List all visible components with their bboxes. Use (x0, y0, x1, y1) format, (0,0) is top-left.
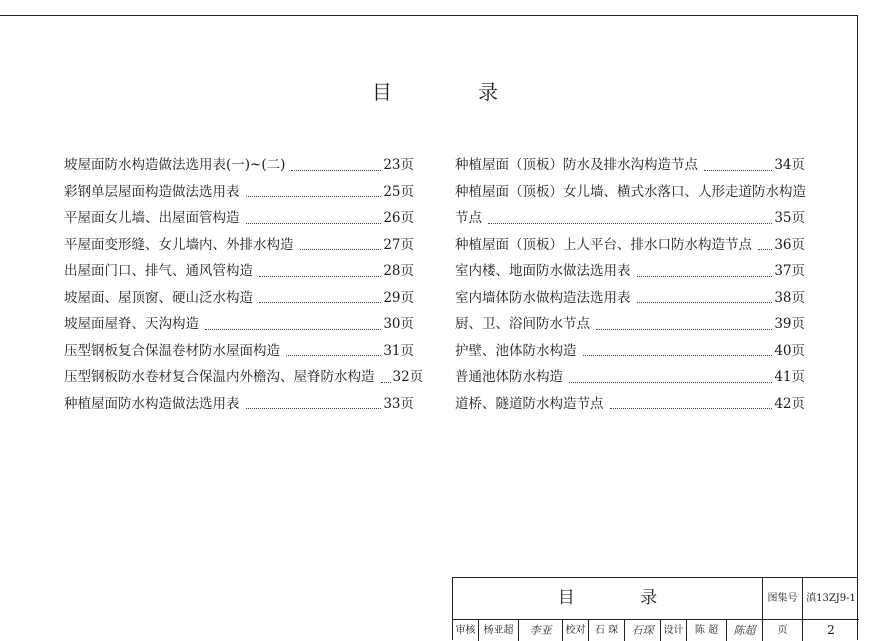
checker-signature: 石琛 (625, 620, 661, 641)
title-block-title: 目 录 (453, 578, 763, 619)
toc-entry-text: 普通池体防水构造 (455, 369, 563, 385)
toc-entry-text: 压型钢板复合保温卷材防水屋面构造 (64, 342, 280, 359)
toc-entry-page: 36页 (774, 236, 805, 253)
frame-top-border (0, 15, 858, 16)
toc-entry-text: 坡屋面、屋顶窗、硬山泛水构造 (64, 289, 253, 306)
page-label: 页 (763, 620, 803, 641)
toc-entry-page: 33页 (383, 395, 414, 412)
toc-leader (488, 223, 772, 224)
frame-right-border (857, 15, 858, 640)
toc-entry[interactable] (64, 338, 414, 365)
toc-entry-page: 30页 (383, 316, 414, 332)
title-block-signature-row (453, 620, 859, 641)
toc-leader (259, 276, 381, 277)
page-number: 2 (827, 623, 835, 637)
toc-entry-page: 38页 (774, 289, 805, 306)
toc-leader (583, 355, 773, 356)
toc-leader (246, 408, 382, 409)
toc-leader (291, 170, 381, 171)
toc-leader (637, 276, 773, 277)
toc-entry[interactable] (64, 258, 414, 285)
toc-entry-text: 坡屋面屋脊、天沟构造 (64, 316, 199, 332)
toc-entry[interactable] (64, 391, 414, 418)
toc-entry-text: 室内楼、地面防水做法选用表 (455, 263, 631, 279)
toc-entry-text: 道桥、隧道防水构造节点 (455, 395, 604, 412)
toc-entry-text: 护壁、池体防水构造 (455, 342, 577, 359)
reviewer-name: 杨亚超 (479, 620, 519, 641)
designer-name: 陈 超 (687, 620, 727, 641)
toc-entry-page: 40页 (774, 342, 805, 359)
toc-entry[interactable] (455, 285, 805, 312)
toc-leader (758, 249, 772, 250)
toc-entry-page: 29页 (383, 289, 414, 306)
toc-leader (259, 302, 381, 303)
toc-entry[interactable] (455, 311, 805, 338)
toc-entry-text: 种植屋面（顶板）上人平台、排水口防水构造节点 (455, 236, 752, 253)
toc-entry-text: 平屋面变形缝、女儿墙内、外排水构造 (64, 236, 294, 253)
toc-entry-page: 41页 (774, 369, 805, 385)
toc-entry-text: 种植屋面（顶板）女儿墙、横式水落口、人形走道防水构造 (455, 183, 806, 200)
toc-entry-text: 压型钢板防水卷材复合保温内外檐沟、屋脊防水构造 (64, 369, 375, 385)
toc-right-column (455, 152, 805, 417)
designer-signature: 陈超 (727, 620, 763, 641)
toc-entry[interactable] (64, 152, 414, 179)
toc-entry-page: 31页 (383, 342, 414, 359)
toc-entry[interactable] (455, 364, 805, 391)
toc-entry[interactable] (455, 232, 805, 259)
toc-entry[interactable] (455, 179, 805, 206)
toc-entry-page: 25页 (383, 183, 414, 200)
checker-name: 石 琛 (589, 620, 625, 641)
atlas-number-label: 图集号 (763, 578, 803, 619)
toc-entry-text: 种植屋面防水构造做法选用表 (64, 395, 240, 412)
toc-entry-page: 37页 (774, 263, 805, 279)
toc-entry[interactable] (64, 364, 424, 391)
toc-entry-page: 26页 (383, 210, 414, 226)
toc-leader (704, 170, 772, 171)
title-block-header-row (453, 578, 859, 620)
toc-left-column (64, 152, 424, 417)
toc-leader (569, 382, 772, 383)
toc-entry[interactable] (64, 232, 414, 259)
toc-entry-page: 42页 (774, 395, 805, 412)
atlas-number: 滇13ZJ9-1 (806, 593, 856, 604)
toc-entry-text: 平屋面女儿墙、出屋面管构造 (64, 210, 240, 226)
toc-entry-page: 35页 (774, 210, 805, 226)
toc-leader (246, 223, 382, 224)
toc-entry[interactable] (455, 391, 805, 418)
toc-leader (381, 382, 391, 383)
toc-entry-text: 种植屋面（顶板）防水及排水沟构造节点 (455, 157, 698, 173)
toc-entry-page: 27页 (383, 236, 414, 253)
toc-entry[interactable] (455, 338, 805, 365)
toc-entry-page: 28页 (383, 263, 414, 279)
design-label: 设计 (661, 620, 687, 641)
reviewer-signature: 李亚 (519, 620, 563, 641)
toc-entry-text: 坡屋面防水构造做法选用表(一)~(二) (64, 157, 286, 173)
toc-entry[interactable] (64, 311, 414, 338)
toc-leader (205, 329, 381, 330)
toc-entry[interactable] (64, 179, 414, 206)
toc-entry-page: 32页 (392, 369, 424, 385)
toc-entry[interactable] (455, 258, 805, 285)
review-label: 审核 (453, 620, 479, 641)
toc-entry-text: 室内墙体防水做构造法选用表 (455, 289, 631, 306)
toc-leader (637, 302, 773, 303)
toc-leader (286, 355, 381, 356)
title-block (452, 577, 858, 640)
toc-entry-text: 彩钢单层屋面构造做法选用表 (64, 183, 240, 200)
toc-entry-text: 出屋面门口、排气、通风管构造 (64, 263, 253, 279)
toc-leader (300, 249, 382, 250)
toc-leader (610, 408, 773, 409)
toc-entry-text: 厨、卫、浴间防水节点 (455, 316, 590, 332)
toc-leader (596, 329, 772, 330)
toc-entry-continuation[interactable] (455, 205, 805, 232)
toc-entry-text: 节点 (455, 210, 482, 226)
toc-leader (246, 196, 382, 197)
toc-entry-page: 39页 (774, 316, 805, 332)
page-title: 目 录 (371, 80, 539, 104)
check-label: 校对 (563, 620, 589, 641)
toc-entry-page: 34页 (774, 157, 805, 173)
toc-entry[interactable] (455, 152, 805, 179)
toc-entry[interactable] (64, 285, 414, 312)
toc-entry[interactable] (64, 205, 414, 232)
toc-entry-page: 23页 (383, 157, 414, 173)
